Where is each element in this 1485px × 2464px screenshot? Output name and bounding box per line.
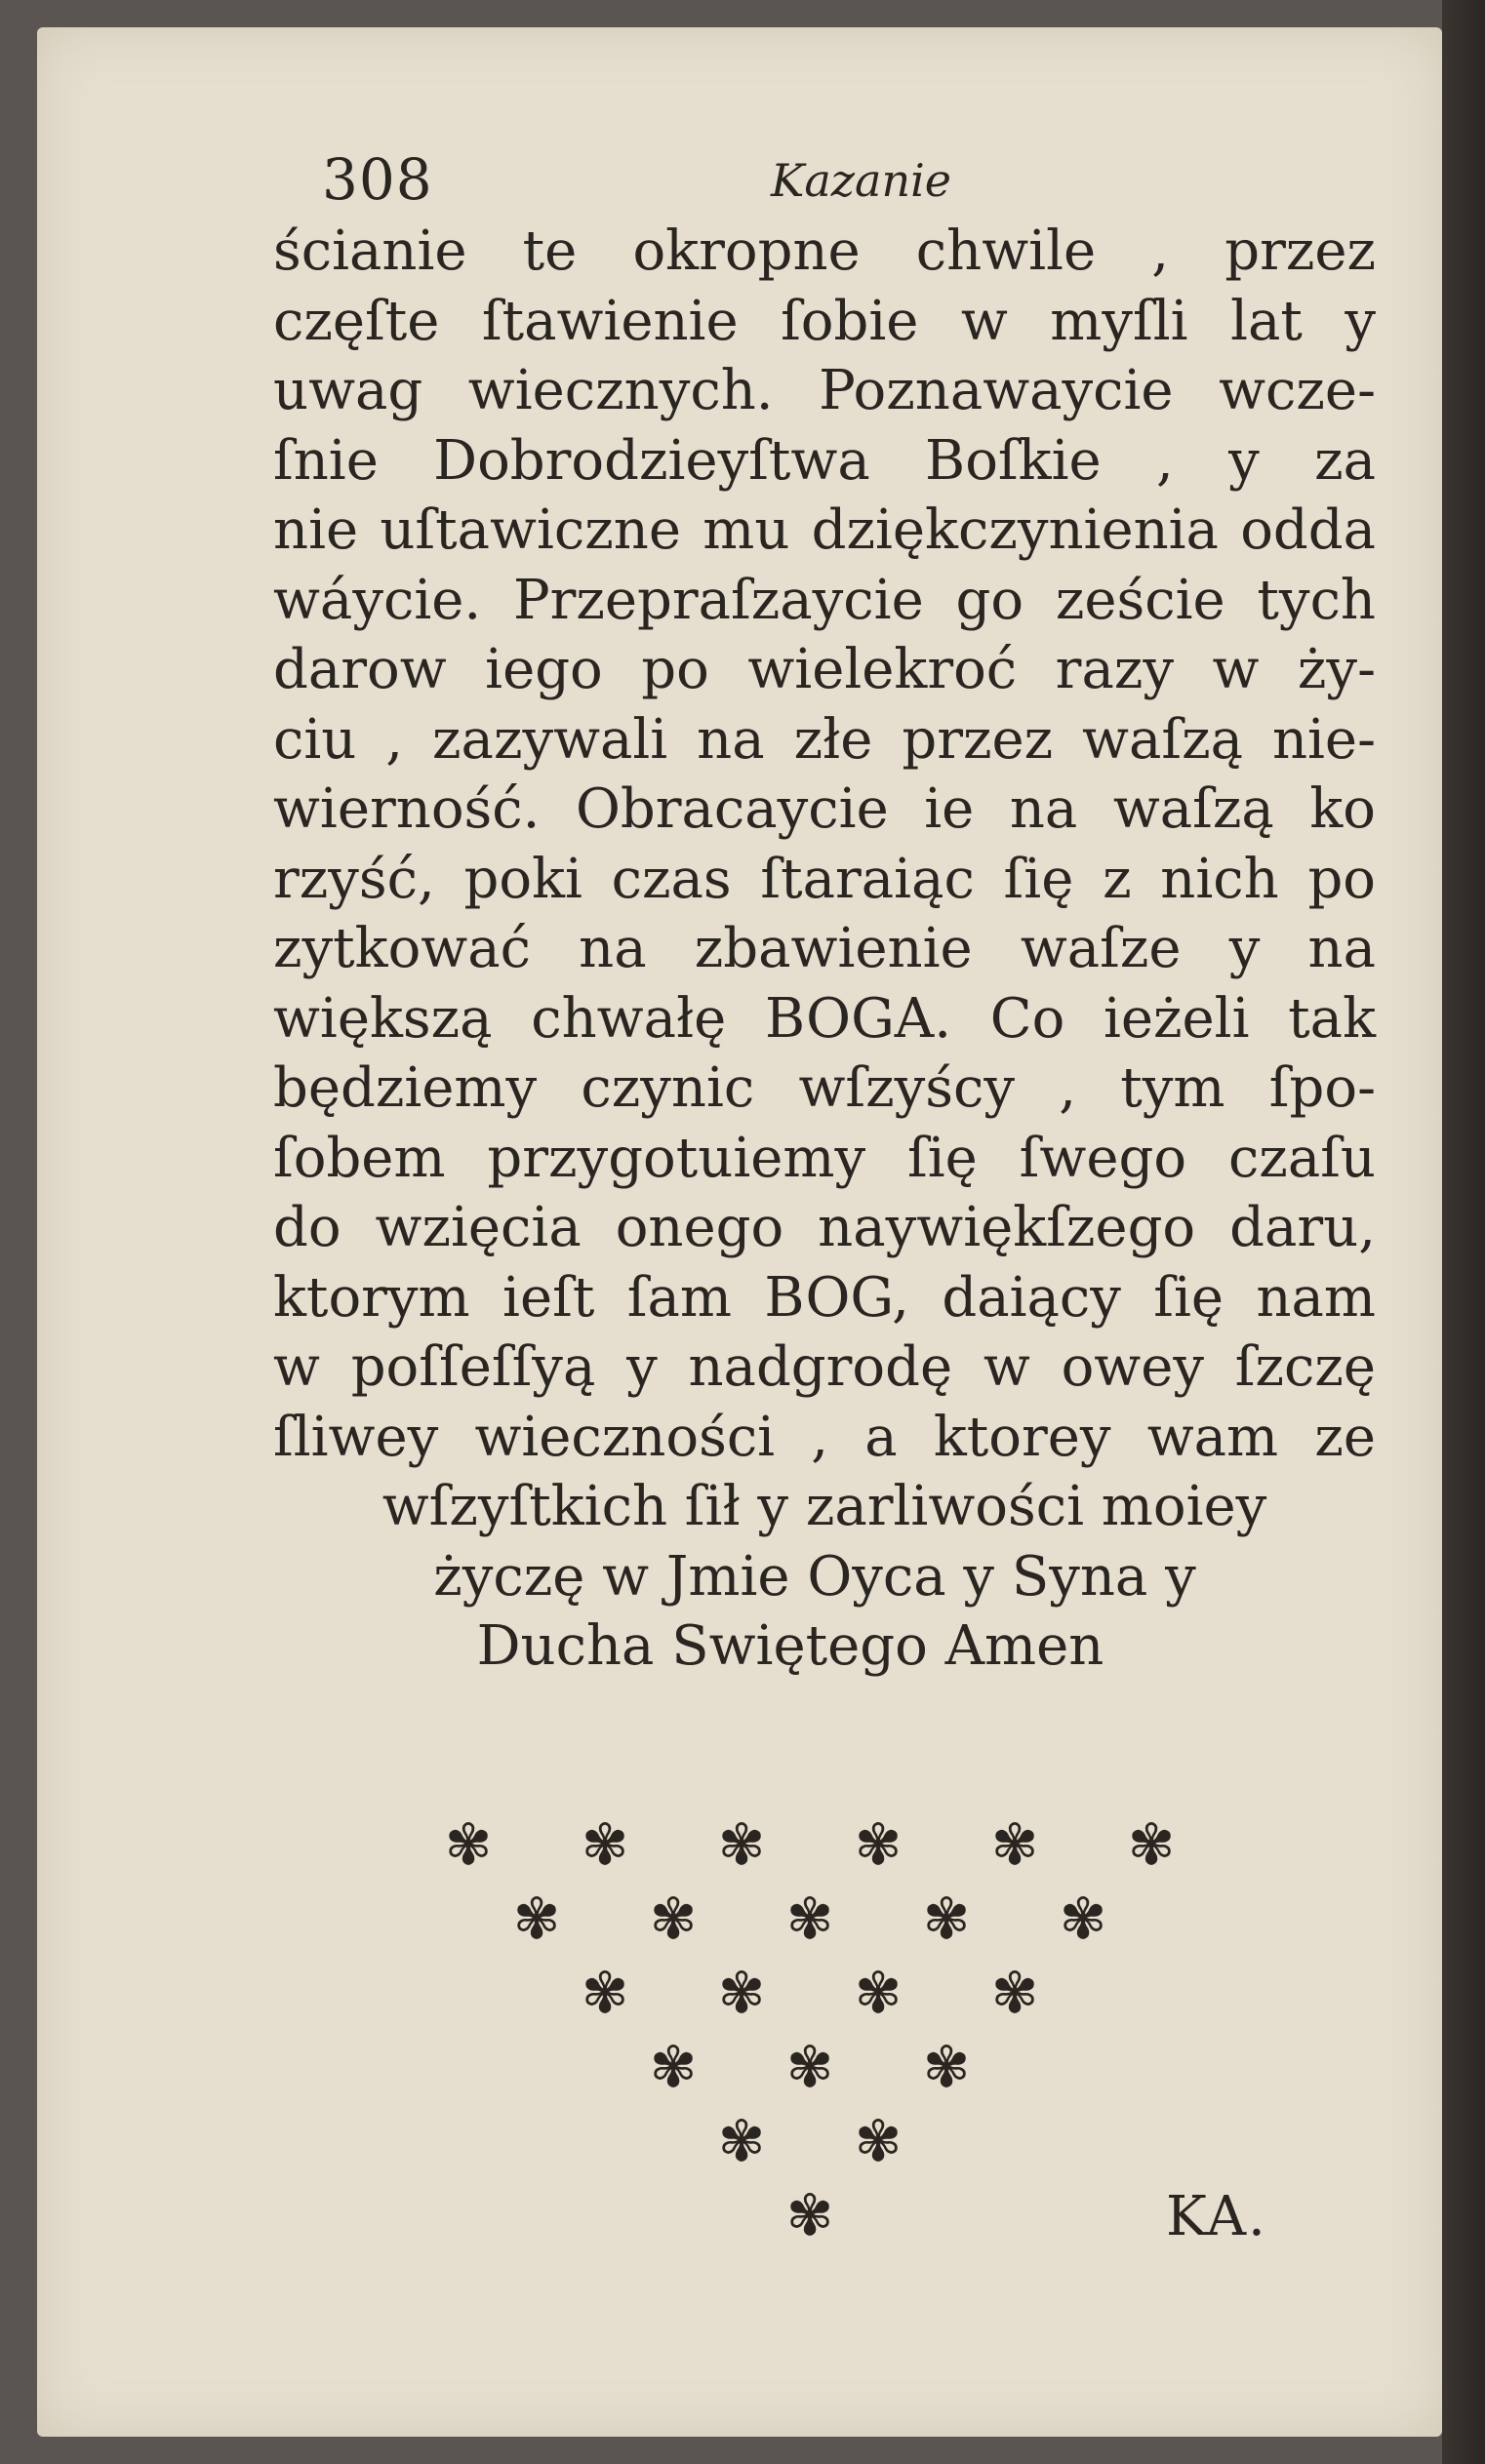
text-line: ſnie Dobrodzieyſtwa Boſkie , y za: [273, 428, 1376, 493]
fleuron-icon: ✾: [649, 1886, 698, 1952]
fleuron-icon: ✾: [717, 1960, 766, 2026]
text-line: częſte ſtawienie ſobie w myſli lat y: [273, 289, 1376, 353]
text-line: do wzięcia onego naywiękſzego daru,: [273, 1196, 1376, 1259]
fleuron-icon: ✾: [854, 1811, 903, 1878]
text-line: rzyść, poki czas ſtaraiąc ſię z nich po: [273, 847, 1376, 911]
text-line: w poſſeſſyą y nadgrodę w owey ſzczę: [273, 1335, 1376, 1399]
fleuron-icon: ✾: [922, 1886, 971, 1952]
fleuron-icon: ✾: [990, 1960, 1039, 2026]
fleuron-icon: ✾: [717, 2108, 766, 2174]
text-line: ſobem przygotuiemy ſię ſwego czaſu: [273, 1126, 1376, 1190]
catchword: KA.: [1166, 2185, 1267, 2248]
fleuron-icon: ✾: [512, 1886, 561, 1952]
fleuron-icon: ✾: [1127, 1811, 1176, 1878]
closing-line: wſzyſtkich ſił y zarliwości moiey: [381, 1475, 1267, 1538]
text-line: uwag wiecznych. Poznawaycie wcze-: [273, 359, 1376, 422]
fleuron-icon: ✾: [649, 2034, 698, 2100]
text-line: ſliwey wieczności , a ktorey wam ze: [273, 1405, 1376, 1469]
closing-line: Ducha Swiętego Amen: [476, 1614, 1104, 1678]
text-line: ciu , zazywali na złe przez waſzą nie-: [273, 707, 1376, 772]
text-line: ktorym ieſt ſam BOG, daiący ſię nam: [273, 1265, 1376, 1330]
sermon-text: [273, 217, 1376, 1682]
fleuron-icon: ✾: [444, 1811, 493, 1878]
ornament-row: [420, 1886, 1200, 1952]
page-header: [322, 146, 1346, 215]
fleuron-icon: ✾: [785, 2182, 834, 2248]
text-line: nie uſtawiczne mu dziękczynienia odda: [273, 498, 1376, 562]
book-spine-edge: [1442, 0, 1485, 2464]
text-line: zytkować na zbawienie waſze y na: [273, 917, 1376, 980]
text-line: wierność. Obracaycie ie na waſzą ko: [273, 777, 1376, 841]
fleuron-icon: ✾: [785, 1886, 834, 1952]
ornament-row: [420, 1960, 1200, 2026]
fleuron-icon: ✾: [717, 1811, 766, 1878]
ornament-row: [420, 2108, 1200, 2174]
text-line: będziemy czynic wſzyścy , tym ſpo-: [273, 1056, 1376, 1120]
text-line: większą chwałę BOGA. Co ieżeli tak: [273, 986, 1376, 1051]
fleuron-icon: ✾: [990, 1811, 1039, 1878]
ornament-row: [420, 1811, 1200, 1878]
fleuron-icon: ✾: [922, 2034, 971, 2100]
page-number: 308: [322, 146, 433, 213]
ornament-row: [420, 2034, 1200, 2100]
fleuron-icon: ✾: [1059, 1886, 1107, 1952]
text-line: ścianie te okropne chwile , przez: [273, 219, 1376, 283]
fleuron-icon: ✾: [854, 1960, 903, 2026]
fleuron-icon: ✾: [785, 2034, 834, 2100]
ornament-row: [420, 2182, 1200, 2248]
fleuron-icon: ✾: [581, 1960, 629, 2026]
fleuron-icon: ✾: [854, 2108, 903, 2174]
running-head: Kazanie: [771, 154, 952, 207]
closing-lines: [273, 1472, 1376, 1682]
fleuron-icon: ✾: [581, 1811, 629, 1878]
closing-line: życzę w Jmie Oyca y Syna y: [433, 1544, 1196, 1609]
text-line: darow iego po wielekroć razy w ży-: [273, 638, 1376, 701]
text-line: wáycie. Przepraſzaycie go zeście tych: [273, 568, 1376, 632]
tailpiece-ornament: [420, 1811, 1200, 2265]
